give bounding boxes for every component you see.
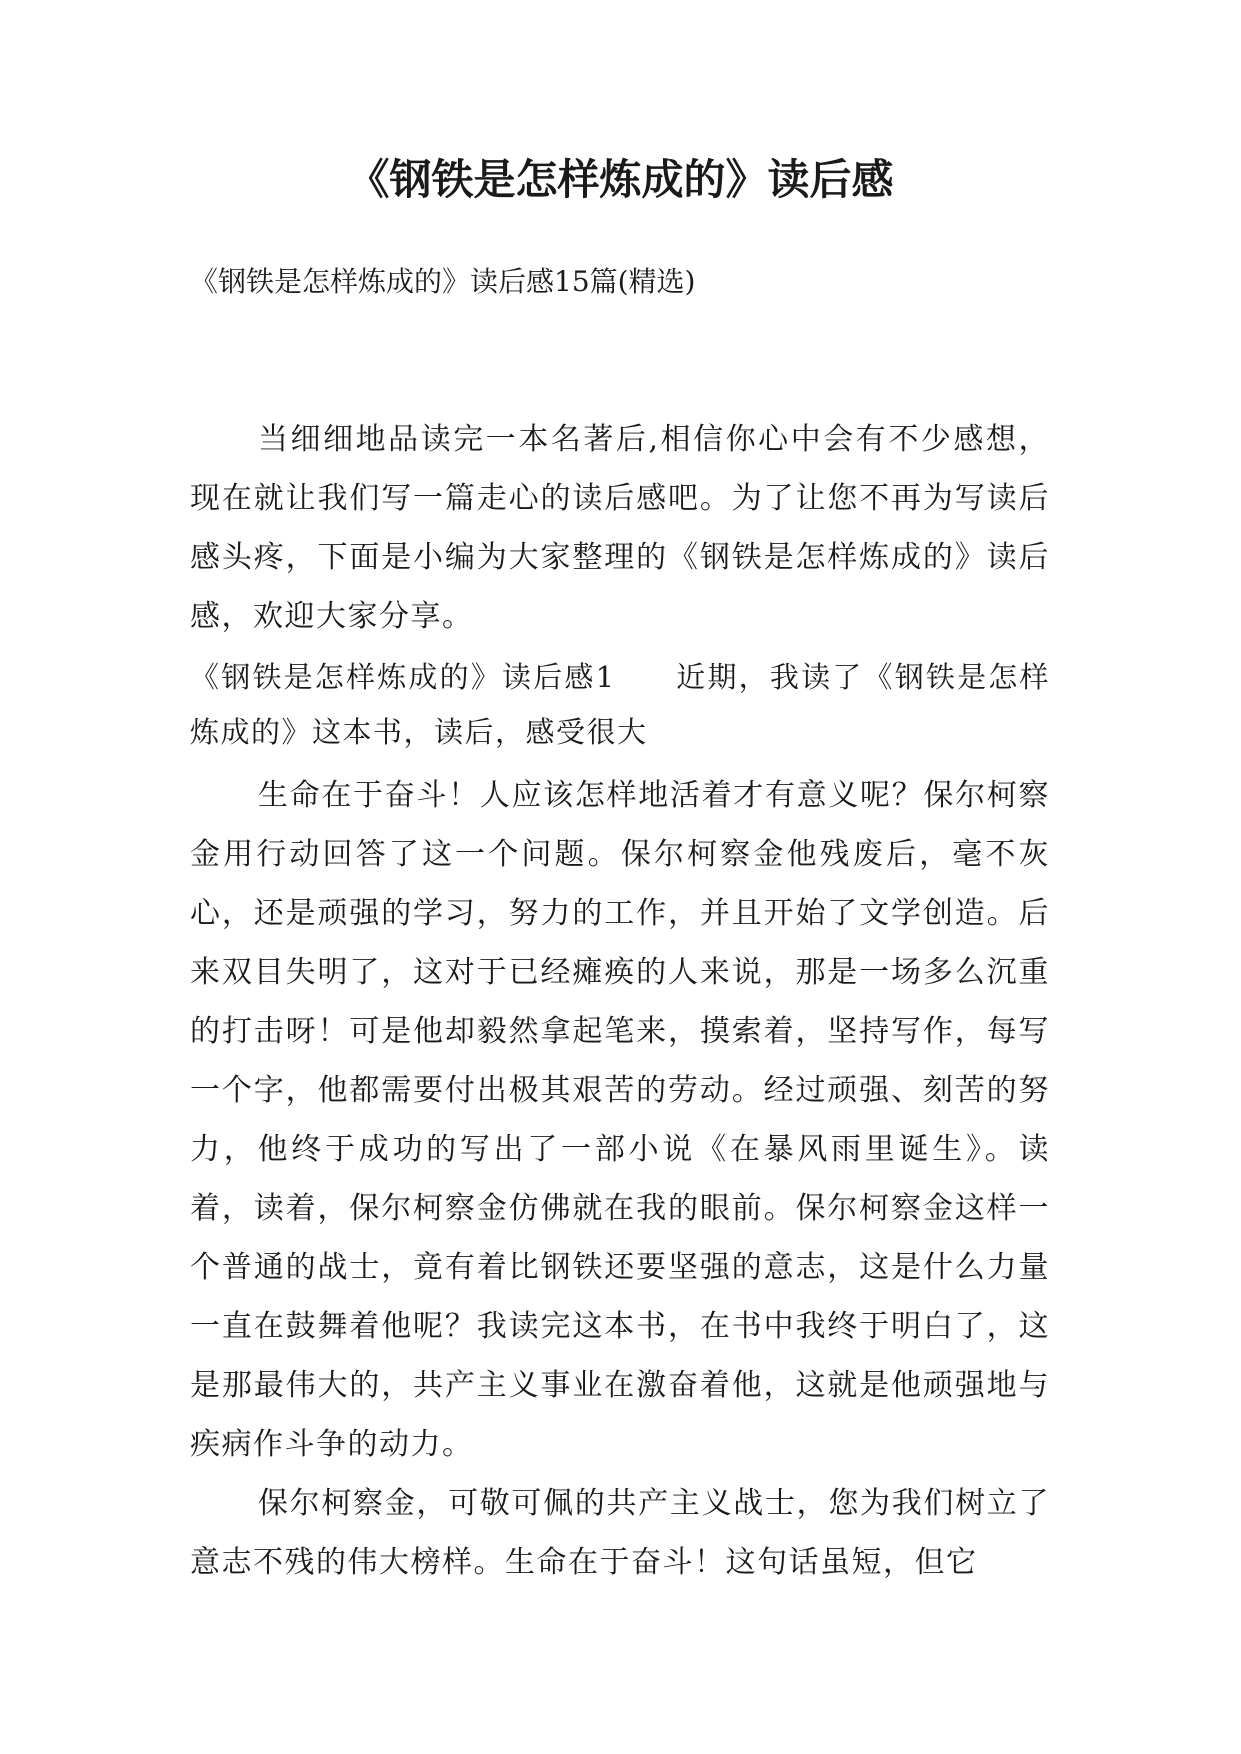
entry-line — [190, 650, 1050, 760]
document-title: 《钢铁是怎样炼成的》读后感 — [347, 155, 894, 204]
body-paragraph-1: 生命在于奋斗！人应该怎样地活着才有意义呢？保尔柯察金用行动回答了这一个问题。保尔柯察金他残废后，毫不灰心，还是顽强的学习，努力的工作，并且开始了文学创造。后来双目失明了，这对于已经瘫痪的人来说，那是一场多么沉重的打击呀！可是他却毅然拿起笔来，摸索着，坚持写作，每写一个字，他都需要付出极其艰苦的劳动。经过顽强、刻苦的努力，他终于成功的写出了一部小说《在暴风雨里诞生》。读着，读着，保尔柯察金仿佛就在我的眼前。保尔柯察金这样一个普通的战士，竟有着比钢铁还要坚强的意志，这是什么力量一直在鼓舞着他呢？我读完这本书，在书中我终于明白了，这是那最伟大的，共产主义事业在激奋着他，这就是他顽强地与疾病作斗争的动力。 — [190, 778, 1050, 1462]
body-paragraph-2: 保尔柯察金，可敬可佩的共产主义战士，您为我们树立了意志不残的伟大榜样。生命在于奋斗！这句话虽短，但它 — [190, 1486, 1050, 1580]
entry-heading: 《钢铁是怎样炼成的》读后感1 — [190, 660, 616, 694]
document-subtitle: 《钢铁是怎样炼成的》读后感15篇(精选) — [190, 265, 696, 298]
document-body — [190, 410, 1050, 1592]
entry-lead: 近期，我读了《钢铁是怎样炼成的》这本书，读后，感受很大 — [190, 660, 1050, 749]
intro-paragraph: 当细细地品读完一本名著后,相信你心中会有不少感想，现在就让我们写一篇走心的读后感吧。为了让您不再为写读后感头疼，下面是小编为大家整理的《钢铁是怎样炼成的》读后感，欢迎大家分享。 — [190, 422, 1050, 634]
